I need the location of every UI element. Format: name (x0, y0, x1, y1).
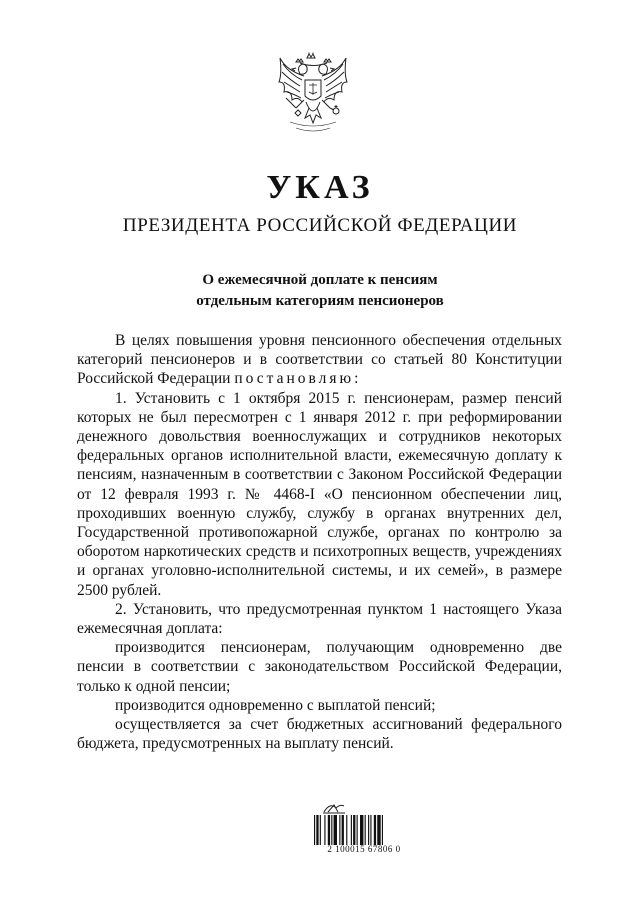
preamble-text: В целях повышения уровня пенсионного обеспечения отдельных категорий пенсионеров и в соответствии со статьей 80 Конституции Российской Федерации (77, 332, 562, 388)
decree-title-line-2: отдельным категориям пенсионеров (196, 293, 444, 309)
paragraph-1: 1. Установить с 1 октября 2015 г. пенсионерам, размер пенсий которых не был пересмотрен с 1 января 2012 г. при реформировании денежного довольствия военнослужащих и сотрудников некоторых федеральных органов исполнительной власти, ежемесячную доплату к пенсиям, назначенным в соответствии с Законом Российской Федерации от 12 февраля 1993 г. № 4468-I «О пенсионном обеспечении лиц, проходивших военную службу, службу в органах внутренних дел, Государственной противопожарной службе, органах по контролю за оборотом наркотических средств и психотропных веществ, учреждениях и органах уголовно-исполнительной системы, и их семей», в размере 2500 рублей. (77, 389, 562, 599)
paragraph-2: 2. Установить, что предусмотренная пунктом 1 настоящего Указа ежемесячная доплата: (77, 600, 562, 638)
preamble-paragraph (77, 331, 562, 389)
paragraph-2-item-3: осуществляется за счет бюджетных ассигнований федерального бюджета, предусмотренных на выплату пенсий. (77, 716, 562, 753)
decree-body (77, 331, 562, 753)
document-author-heading: ПРЕЗИДЕНТА РОССИЙСКОЙ ФЕДЕРАЦИИ (122, 215, 518, 236)
document-type-heading: УКАЗ (266, 169, 374, 206)
decree-title (0, 270, 640, 312)
paragraph-2-item-1: производится пенсионерам, получающим одновременно две пенсии в соответствии с законодательством Российской Федерации, только к одной пенсии; (77, 639, 562, 695)
barcode-number: 2 100015 67806 0 (327, 844, 401, 854)
barcode-block (312, 800, 416, 856)
preamble-decree-word: постановляю: (234, 370, 362, 388)
russian-coat-of-arms-icon (276, 52, 350, 136)
printing-house-logo-icon (322, 800, 346, 814)
decree-title-line-1: О ежемесячной доплате к пенсиям (202, 272, 438, 288)
paragraph-2-item-2: производится одновременно с выплатой пенсий; (115, 696, 436, 714)
barcode-icon (314, 815, 412, 845)
